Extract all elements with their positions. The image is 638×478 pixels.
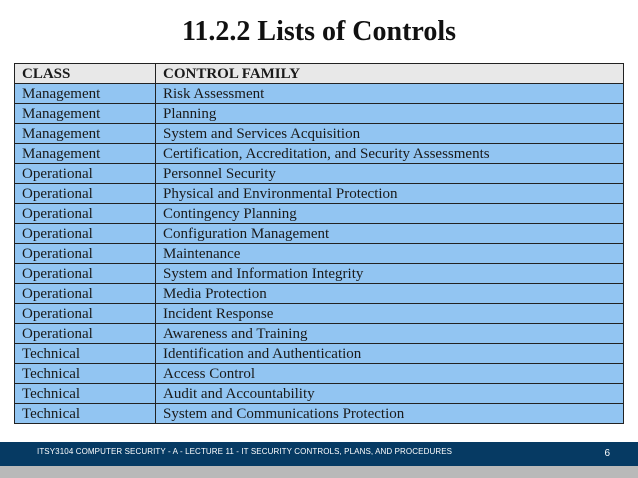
control-family-cell: System and Services Acquisition — [156, 124, 624, 144]
control-family-cell: Identification and Authentication — [156, 344, 624, 364]
table-row — [15, 264, 624, 284]
class-cell: Operational — [15, 164, 156, 184]
class-cell: Operational — [15, 244, 156, 264]
column-header-class: CLASS — [15, 64, 156, 84]
table-row — [15, 404, 624, 424]
bottom-strip — [0, 466, 638, 478]
control-family-cell: Physical and Environmental Protection — [156, 184, 624, 204]
class-cell: Technical — [15, 364, 156, 384]
footer-bar — [0, 442, 638, 466]
control-family-cell: Personnel Security — [156, 164, 624, 184]
table-row — [15, 244, 624, 264]
class-cell: Operational — [15, 304, 156, 324]
table-row — [15, 144, 624, 164]
control-family-cell: Configuration Management — [156, 224, 624, 244]
control-family-cell: Access Control — [156, 364, 624, 384]
control-family-cell: Maintenance — [156, 244, 624, 264]
class-cell: Operational — [15, 284, 156, 304]
control-family-cell: Contingency Planning — [156, 204, 624, 224]
footer-course-text: ITSY3104 COMPUTER SECURITY - A - LECTURE 11 - IT SECURITY CONTROLS, PLANS, AND PROCEDURES — [37, 447, 453, 456]
class-cell: Management — [15, 124, 156, 144]
controls-table — [14, 63, 624, 424]
class-cell: Operational — [15, 324, 156, 344]
class-cell: Management — [15, 144, 156, 164]
control-family-cell: Audit and Accountability — [156, 384, 624, 404]
table-row — [15, 164, 624, 184]
slide-title: 11.2.2 Lists of Controls — [181, 16, 457, 47]
control-family-cell: Awareness and Training — [156, 324, 624, 344]
class-cell: Technical — [15, 344, 156, 364]
class-cell: Operational — [15, 184, 156, 204]
page-number: 6 — [604, 448, 610, 459]
control-family-cell: Planning — [156, 104, 624, 124]
control-family-cell: Incident Response — [156, 304, 624, 324]
class-cell: Management — [15, 84, 156, 104]
table-row — [15, 84, 624, 104]
table-row — [15, 324, 624, 344]
table-row — [15, 344, 624, 364]
table-row — [15, 384, 624, 404]
table-row — [15, 124, 624, 144]
table-row — [15, 104, 624, 124]
class-cell: Operational — [15, 264, 156, 284]
class-cell: Technical — [15, 384, 156, 404]
control-family-cell: System and Information Integrity — [156, 264, 624, 284]
control-family-cell: System and Communications Protection — [156, 404, 624, 424]
class-cell: Management — [15, 104, 156, 124]
table-row — [15, 204, 624, 224]
table-header-row — [15, 64, 624, 84]
table-row — [15, 184, 624, 204]
column-header-control-family: CONTROL FAMILY — [156, 64, 624, 84]
table-row — [15, 224, 624, 244]
class-cell: Operational — [15, 204, 156, 224]
table-row — [15, 364, 624, 384]
control-family-cell: Media Protection — [156, 284, 624, 304]
table-row — [15, 284, 624, 304]
control-family-cell: Risk Assessment — [156, 84, 624, 104]
table-row — [15, 304, 624, 324]
control-family-cell: Certification, Accreditation, and Security Assessments — [156, 144, 624, 164]
class-cell: Operational — [15, 224, 156, 244]
class-cell: Technical — [15, 404, 156, 424]
